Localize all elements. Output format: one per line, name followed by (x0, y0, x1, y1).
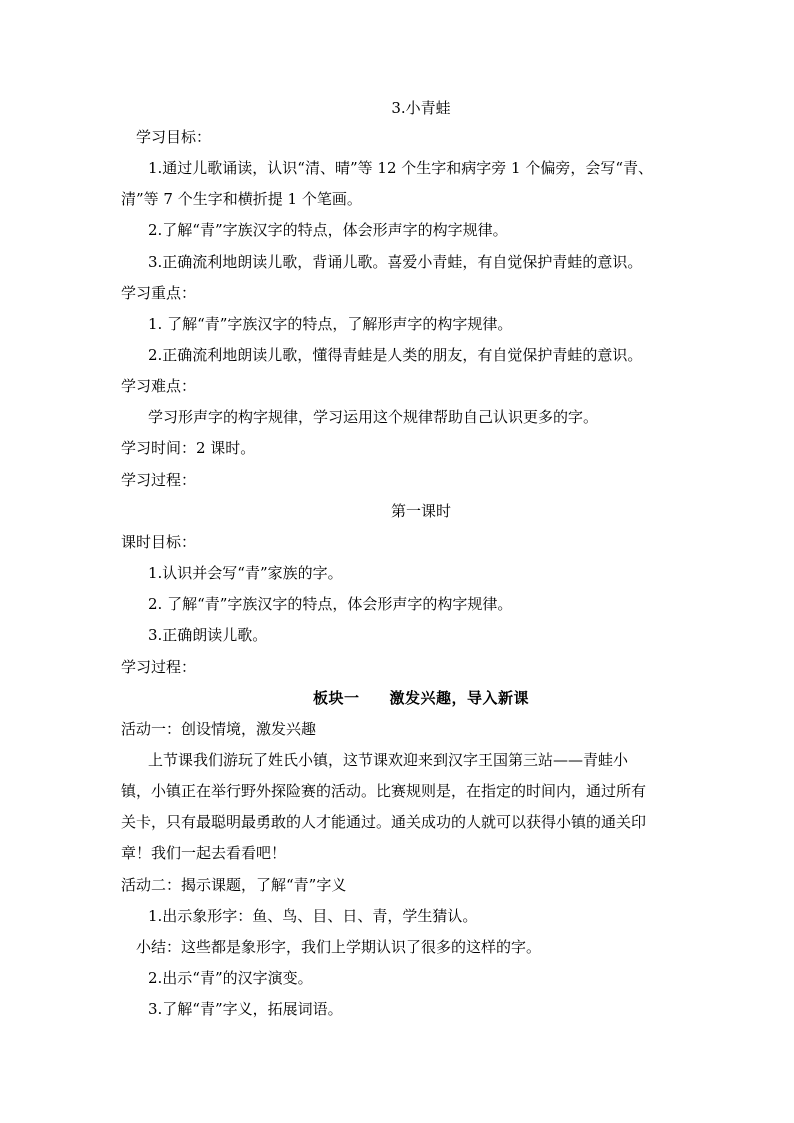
activity2-heading: 活动二：揭示课题，了解“青”字义 (121, 876, 347, 894)
lesson-objective-line: 3.正确朗读儿歌。 (148, 626, 268, 644)
objective-line: 3.正确流利地朗读儿歌，背诵儿歌。喜爱小青蛙，有自觉保护青蛙的意识。 (148, 253, 643, 271)
paragraph-line: 上节课我们游玩了姓氏小镇，这节课欢迎来到汉字王国第三站——青蛙小 (148, 751, 629, 769)
paragraph-line: 章！我们一起去看看吧！ (121, 844, 287, 862)
lesson-objectives-heading: 课时目标： (121, 533, 197, 551)
objective-line: 2.了解“青”字族汉字的特点，体会形声字的构字规律。 (148, 221, 508, 239)
lesson-objective-line: 1.认识并会写“青”家族的字。 (148, 564, 343, 582)
lesson-objective-line: 2. 了解“青”字族汉字的特点，体会形声字的构字规律。 (148, 595, 513, 613)
activity2-item: 3.了解“青”字义，拓展词语。 (148, 1000, 343, 1018)
paragraph-line: 镇，小镇正在举行野外探险赛的活动。比赛规则是，在指定的时间内，通过所有 (121, 782, 647, 800)
key-points-heading: 学习重点： (121, 284, 197, 302)
key-point-line: 1. 了解“青”字族汉字的特点，了解形声字的构字规律。 (148, 315, 513, 333)
study-time: 学习时间：2 课时。 (121, 439, 256, 457)
activity2-item: 2.出示“青”的汉字演变。 (148, 969, 313, 987)
process-heading-2: 学习过程： (121, 658, 197, 676)
difficulty-heading: 学习难点： (121, 377, 197, 395)
activity1-heading: 活动一：创设情境，激发兴趣 (121, 720, 317, 738)
paragraph-line: 关卡，只有最聪明最勇敢的人才能通过。通关成功的人就可以获得小镇的通关印 (121, 813, 647, 831)
objective-line: 1.通过儿歌诵读，认识“清、晴”等 12 个生字和病字旁 1 个偏旁，会写“青、 (148, 159, 654, 177)
block-title (121, 688, 721, 708)
activity2-item: 1.出示象形字：鱼、鸟、目、日、青，学生猜认。 (148, 907, 478, 925)
block-title-label: 板块一 (312, 689, 360, 707)
lesson-title: 第一课时 (390, 502, 451, 520)
objective-line: 清”等 7 个生字和横折提 1 个笔画。 (121, 190, 362, 208)
page-title: 3.小青蛙 (391, 99, 451, 117)
objectives-heading: 学习目标： (136, 128, 212, 146)
difficulty-text: 学习形声字的构字规律，学习运用这个规律帮助自己认识更多的字。 (148, 408, 599, 426)
block-title-text: 激发兴趣，导入新课 (389, 689, 530, 707)
key-point-line: 2.正确流利地朗读儿歌，懂得青蛙是人类的朋友，有自觉保护青蛙的意识。 (148, 346, 643, 364)
process-heading: 学习过程： (121, 471, 197, 489)
activity2-summary: 小结：这些都是象形字，我们上学期认识了很多的这样的字。 (136, 938, 542, 956)
